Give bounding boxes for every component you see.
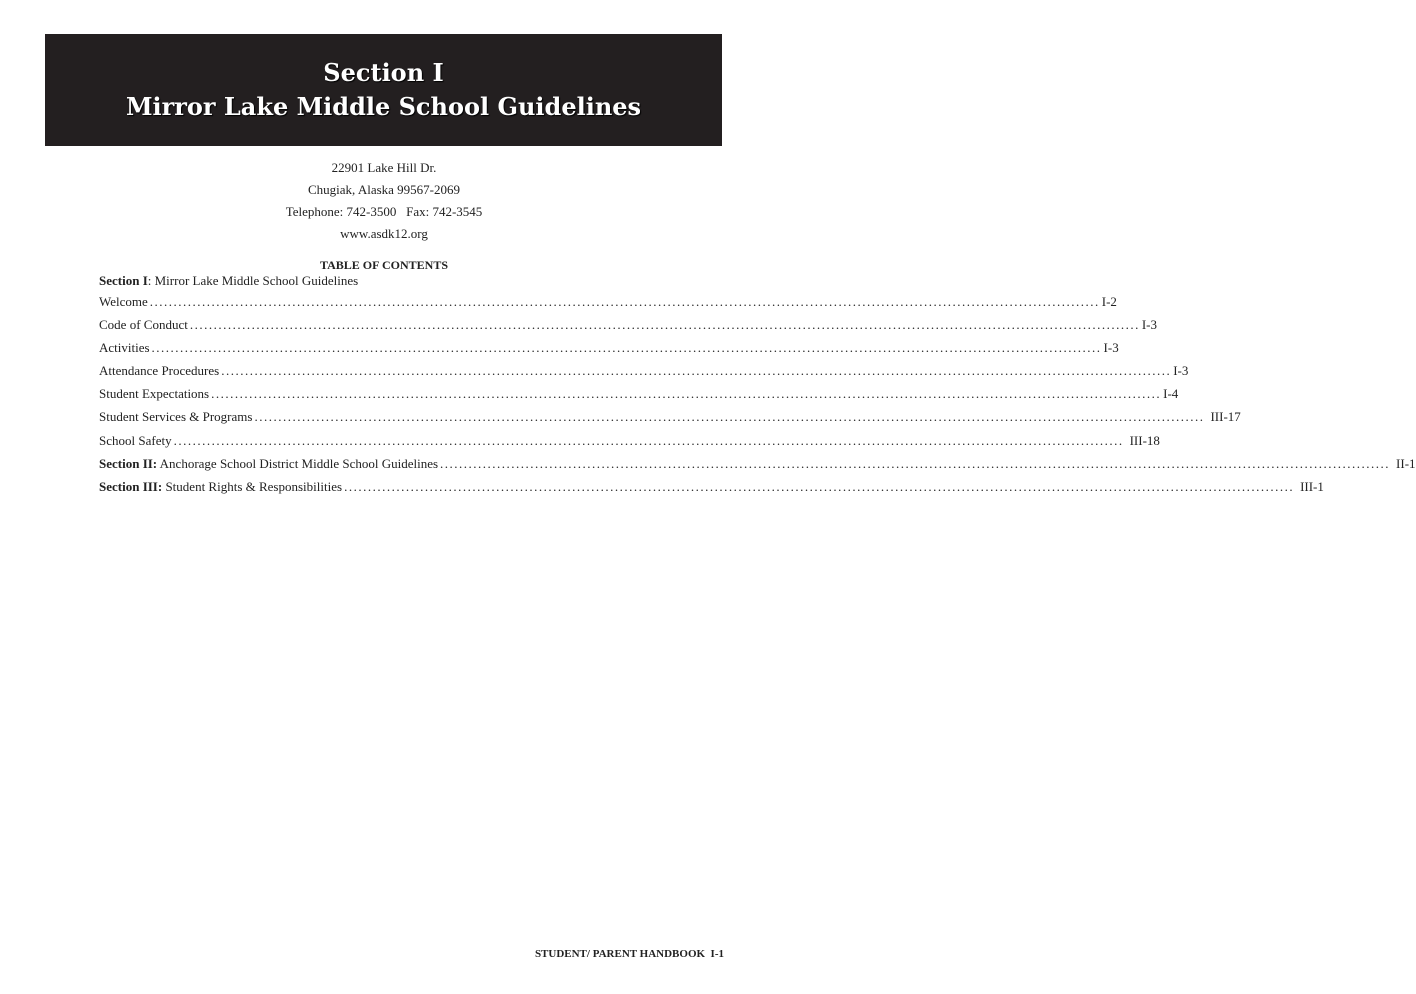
toc-entry-page: I-3	[1141, 317, 1157, 333]
toc-entry-attendance-procedures[interactable]	[99, 363, 1189, 386]
toc-entry-label: Student Expectations	[99, 386, 210, 402]
toc-entry-section-two[interactable]	[99, 455, 1416, 479]
table-of-contents	[99, 294, 1416, 502]
toc-entry-school-safety[interactable]	[99, 432, 1160, 456]
toc-section-one-line	[99, 273, 358, 289]
toc-entry-code-of-conduct[interactable]	[99, 317, 1157, 340]
city-state-zip: Chugiak, Alaska 99567-2069	[307, 182, 460, 197]
section-two-label: Section II:	[99, 455, 158, 471]
dot-leader: ........................................................................................................................................................................................................	[151, 340, 1102, 356]
toc-entry-label: Attendance Procedures	[99, 363, 220, 379]
toc-entry-label	[99, 456, 438, 472]
toc-entry-label: Student Services & Programs	[99, 409, 253, 425]
section-one-label: Section I	[99, 273, 148, 288]
toc-heading: TABLE OF CONTENTS	[319, 258, 449, 272]
phone-fax: Telephone: 742-3500 Fax: 742-3545	[285, 204, 483, 219]
website: www.asdk12.org	[340, 226, 428, 241]
section-one-title: : Mirror Lake Middle School Guidelines	[147, 273, 359, 288]
toc-entry-label: Activities	[99, 340, 150, 356]
toc-entry-section-three[interactable]	[99, 478, 1324, 502]
street-address: 22901 Lake Hill Dr.	[331, 160, 437, 175]
section-three-label: Section III:	[99, 478, 163, 494]
page-footer: STUDENT/ PARENT HANDBOOK I-1	[534, 948, 724, 960]
toc-entry-student-expectations[interactable]	[99, 386, 1179, 409]
school-address-block	[0, 157, 768, 245]
section-two-title: Anchorage School District Middle School Guidelines	[157, 455, 439, 471]
toc-entry-label	[99, 479, 342, 495]
toc-entry-page: I-3	[1173, 363, 1189, 379]
dot-leader: ........................................................................................................................................................................................................	[221, 363, 1172, 379]
toc-entry-page: III-17	[1210, 409, 1241, 425]
toc-entry-welcome[interactable]	[99, 294, 1117, 317]
toc-entry-page: III-1	[1300, 478, 1324, 494]
section-header-banner	[45, 34, 722, 146]
section-title: Mirror Lake Middle School Guidelines	[125, 92, 642, 121]
section-number: Section I	[323, 58, 444, 87]
dot-leader: ........................................................................................................................................................................................................	[189, 317, 1140, 333]
toc-entry-page: I-3	[1103, 340, 1119, 356]
dot-leader: ........................................................................................................................................................................................................	[254, 409, 1205, 425]
toc-entry-page: I-4	[1163, 386, 1179, 402]
dot-leader: ........................................................................................................................................................................................................	[149, 294, 1100, 309]
dot-leader: ........................................................................................................................................................................................................	[344, 478, 1295, 494]
dot-leader: ........................................................................................................................................................................................................	[173, 432, 1124, 448]
toc-entry-page: II-1	[1396, 455, 1416, 471]
toc-entry-page: III-18	[1129, 432, 1160, 448]
dot-leader: ........................................................................................................................................................................................................	[211, 386, 1162, 402]
toc-entry-activities[interactable]	[99, 340, 1119, 363]
section-three-title: Student Rights & Responsibilities	[162, 478, 343, 494]
dot-leader: ........................................................................................................................................................................................................	[440, 455, 1391, 471]
toc-entry-label: Welcome	[99, 294, 148, 309]
toc-entry-label: School Safety	[99, 432, 172, 448]
toc-entry-label: Code of Conduct	[99, 317, 188, 333]
toc-entry-page: I-2	[1101, 294, 1117, 309]
toc-entry-student-services[interactable]	[99, 409, 1241, 432]
